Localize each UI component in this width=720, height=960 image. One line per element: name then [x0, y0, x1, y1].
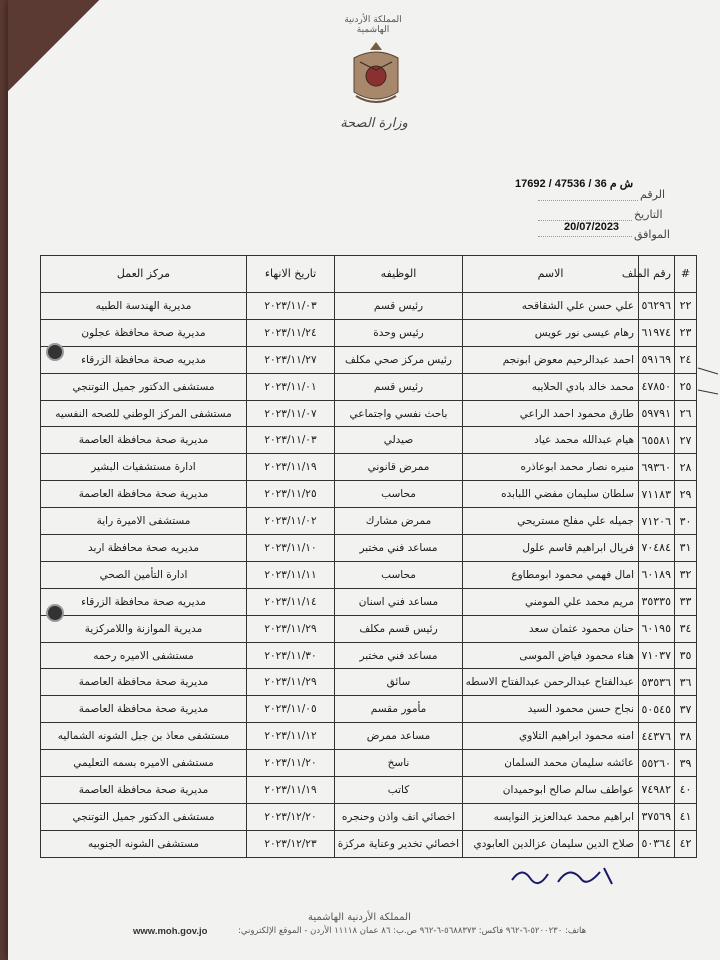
- signature: [508, 862, 618, 890]
- cell-end-date: ٢٠٢٣/١١/٢٩: [247, 669, 335, 696]
- cell-index: ٤٠: [675, 777, 697, 804]
- cell-end-date: ٢٠٢٣/١١/٠٧: [247, 400, 335, 427]
- cell-job: مساعد ممرض: [335, 723, 463, 750]
- cell-name: ابراهيم محمد عبدالعزيز النوايسه: [463, 803, 639, 830]
- cell-workplace: مديرية صحة محافظة العاصمة: [41, 777, 247, 804]
- header-job: الوظيفه: [335, 256, 463, 293]
- cell-index: ٣٨: [675, 723, 697, 750]
- cell-workplace: مديريه صحة محافظة اربد: [41, 535, 247, 562]
- table-row: [41, 777, 697, 804]
- cell-name: طارق محمود احمد الراعي: [463, 400, 639, 427]
- cell-index: ٣٦: [675, 669, 697, 696]
- cell-file-no: ٦٩٣٦٠: [639, 454, 675, 481]
- table-row: [41, 454, 697, 481]
- cell-file-no: ٦١٩٧٤: [639, 319, 675, 346]
- cell-name: منيره نصار محمد ابوعاذره: [463, 454, 639, 481]
- cell-workplace: مديريه صحة محافظة الزرقاء: [41, 588, 247, 615]
- table-row: [41, 481, 697, 508]
- cell-index: ٢٧: [675, 427, 697, 454]
- cell-name: رهام عيسى نور عويس: [463, 319, 639, 346]
- cell-end-date: ٢٠٢٣/١١/٣٠: [247, 642, 335, 669]
- cell-end-date: ٢٠٢٣/١١/٢٤: [247, 319, 335, 346]
- cell-index: ٣٥: [675, 642, 697, 669]
- cell-workplace: مستشفى معاذ بن جبل الشونه الشماليه: [41, 723, 247, 750]
- cell-end-date: ٢٠٢٣/١١/١٠: [247, 535, 335, 562]
- table-row: [41, 293, 697, 320]
- cell-index: ٤١: [675, 803, 697, 830]
- cell-workplace: مديرية صحة محافظة العاصمة: [41, 669, 247, 696]
- cell-end-date: ٢٠٢٣/١١/٢٠: [247, 750, 335, 777]
- cell-end-date: ٢٠٢٣/١١/٠٣: [247, 427, 335, 454]
- cell-file-no: ٧٠٤٨٤: [639, 535, 675, 562]
- cell-index: ٢٥: [675, 373, 697, 400]
- employees-table: [40, 255, 697, 858]
- cell-end-date: ٢٠٢٣/١١/٠١: [247, 373, 335, 400]
- cell-index: ٣٧: [675, 696, 697, 723]
- cell-file-no: ٧١٠٣٧: [639, 642, 675, 669]
- date-label: التاريخ: [634, 208, 663, 221]
- table-row: [41, 750, 697, 777]
- cell-index: ٤٢: [675, 830, 697, 857]
- cell-workplace: مستشفى الشونه الجنوبيه: [41, 830, 247, 857]
- cell-name: هناء محمود فياض الموسى: [463, 642, 639, 669]
- reference-label: الرقم: [640, 188, 666, 201]
- header-name: الاسم: [463, 256, 639, 293]
- cell-file-no: ٧٤٩٨٢: [639, 777, 675, 804]
- cell-workplace: مستشفى الاميرة راية: [41, 508, 247, 535]
- cell-end-date: ٢٠٢٣/١٢/٢٠: [247, 803, 335, 830]
- cell-index: ٣٠: [675, 508, 697, 535]
- cell-index: ٣٣: [675, 588, 697, 615]
- cell-workplace: مديرية صحة محافظة العاصمة: [41, 427, 247, 454]
- table-row: [41, 319, 697, 346]
- table-row: [41, 400, 697, 427]
- cell-name: محمد خالد بادي الحلايبه: [463, 373, 639, 400]
- cell-job: رئيس وحدة: [335, 319, 463, 346]
- cell-file-no: ٧١٢٠٦: [639, 508, 675, 535]
- cell-name: احمد عبدالرحيم معوض ابونجم: [463, 346, 639, 373]
- cell-name: امنه محمود ابراهيم التلاوي: [463, 723, 639, 750]
- cell-file-no: ٦٠١٨٩: [639, 561, 675, 588]
- table-header-row: [41, 256, 697, 293]
- cell-job: ممرض قانوني: [335, 454, 463, 481]
- table-row: [41, 346, 697, 373]
- cell-index: ٢٣: [675, 319, 697, 346]
- cell-file-no: ٣٧٥٦٩: [639, 803, 675, 830]
- cell-workplace: مديرية صحة محافظة عجلون: [41, 319, 247, 346]
- cell-job: رئيس قسم: [335, 293, 463, 320]
- cell-workplace: ادارة التأمين الصحي: [41, 561, 247, 588]
- cell-end-date: ٢٠٢٣/١١/١٢: [247, 723, 335, 750]
- cell-workplace: مستشفى الدكتور جميل التوتنجي: [41, 373, 247, 400]
- cell-end-date: ٢٠٢٣/١١/٢٧: [247, 346, 335, 373]
- cell-end-date: ٢٠٢٣/١٢/٢٣: [247, 830, 335, 857]
- crest-caption: المملكة الأردنية الهاشمية: [344, 15, 402, 35]
- cell-end-date: ٢٠٢٣/١١/٢٩: [247, 615, 335, 642]
- cell-index: ٢٤: [675, 346, 697, 373]
- cell-file-no: ٣٥٣٣٥: [639, 588, 675, 615]
- cell-name: علي حسن علي الشقاقحه: [463, 293, 639, 320]
- header-end-date: تاريخ الانهاء: [247, 256, 335, 293]
- corresponding-line: [538, 236, 632, 237]
- table-row: [41, 615, 697, 642]
- cell-workplace: مستشفى الاميره بسمه التعليمي: [41, 750, 247, 777]
- table-row: [41, 669, 697, 696]
- cell-end-date: ٢٠٢٣/١١/٠٣: [247, 293, 335, 320]
- corresponding-label: الموافق: [634, 228, 670, 241]
- cell-workplace: مستشفى الاميره رحمه: [41, 642, 247, 669]
- cell-job: مساعد فني مختبر: [335, 642, 463, 669]
- table-row: [41, 588, 697, 615]
- corresponding-date: 20/07/2023: [564, 221, 620, 233]
- cell-job: مساعد فني اسنان: [335, 588, 463, 615]
- margin-ink-marks: [696, 360, 720, 400]
- cell-end-date: ٢٠٢٣/١١/٠٥: [247, 696, 335, 723]
- cell-job: صيدلي: [335, 427, 463, 454]
- cell-job: محاسب: [335, 561, 463, 588]
- cell-name: هيام عبدالله محمد عياد: [463, 427, 639, 454]
- cell-job: رئيس مركز صحي مكلف: [335, 346, 463, 373]
- page-corner-shadow: [8, 0, 128, 120]
- reference-line: [538, 200, 638, 201]
- cell-index: ٢٨: [675, 454, 697, 481]
- table-row: [41, 427, 697, 454]
- cell-name: سلطان سليمان مفضي اللبابده: [463, 481, 639, 508]
- cell-index: ٣١: [675, 535, 697, 562]
- table-row: [41, 508, 697, 535]
- table-row: [41, 830, 697, 857]
- table-row: [41, 642, 697, 669]
- header-index: #: [675, 256, 697, 293]
- cell-index: ٣٢: [675, 561, 697, 588]
- cell-job: رئيس قسم مكلف: [335, 615, 463, 642]
- cell-file-no: ٦٥٥٨١: [639, 427, 675, 454]
- table-row: [41, 561, 697, 588]
- cell-end-date: ٢٠٢٣/١١/٠٢: [247, 508, 335, 535]
- cell-name: عبدالفتاح عبدالرحمن عبدالفتاح الاسطه: [463, 669, 639, 696]
- cell-workplace: ادارة مستشفيات البشير: [41, 454, 247, 481]
- cell-job: باحث نفسي واجتماعي: [335, 400, 463, 427]
- coat-of-arms-icon: [346, 40, 406, 110]
- binder-hole: [48, 606, 62, 620]
- cell-name: نجاح حسن محمود السيد: [463, 696, 639, 723]
- footer-website: www.moh.gov.jo: [133, 926, 208, 937]
- cell-index: ٢٦: [675, 400, 697, 427]
- header-workplace: مركز العمل: [41, 256, 247, 293]
- document-page: [8, 0, 720, 960]
- binder-hole: [48, 345, 62, 359]
- cell-workplace: مستشفى المركز الوطني للصحه النفسيه: [41, 400, 247, 427]
- cell-job: ممرض مشارك: [335, 508, 463, 535]
- cell-index: ٣٤: [675, 615, 697, 642]
- reference-number: ش م 36 / 47536 / 17692: [515, 178, 634, 190]
- cell-workplace: مديرية الموازنة واللامركزية: [41, 615, 247, 642]
- cell-file-no: ٥٩٧٩١: [639, 400, 675, 427]
- cell-file-no: ٥٥٢٦٠: [639, 750, 675, 777]
- cell-name: عواطف سالم صالح ابوحميدان: [463, 777, 639, 804]
- cell-workplace: مديريه صحة محافظة الزرقاء: [41, 346, 247, 373]
- cell-file-no: ٥٩١٦٩: [639, 346, 675, 373]
- table-row: [41, 723, 697, 750]
- cell-workplace: مديرية صحة محافظة العاصمة: [41, 481, 247, 508]
- cell-name: جميله علي مفلح مستريحي: [463, 508, 639, 535]
- cell-end-date: ٢٠٢٣/١١/١٤: [247, 588, 335, 615]
- table-row: [41, 803, 697, 830]
- cell-job: مأمور مقسم: [335, 696, 463, 723]
- cell-index: ٢٩: [675, 481, 697, 508]
- table-row: [41, 535, 697, 562]
- cell-name: صلاح الدين سليمان عزالدين العابودي: [463, 830, 639, 857]
- cell-end-date: ٢٠٢٣/١١/١٩: [247, 454, 335, 481]
- cell-job: اخصائي انف واذن وحنجره: [335, 803, 463, 830]
- cell-file-no: ٥٠٣٦٤: [639, 830, 675, 857]
- footer-contact: هاتف: ٥٢٠٠٢٣٠-٦-٩٦٢ فاكس: ٥٦٨٨٣٧٣-٦-٩٦٢ ص.ب: ٨٦ عمان ١١١١٨ الأردن - الموقع الإلكتروني:: [238, 926, 587, 936]
- header-file-no: رقم الملف: [639, 256, 675, 293]
- cell-file-no: ٥٣٥٣٦: [639, 669, 675, 696]
- cell-job: محاسب: [335, 481, 463, 508]
- cell-name: فريال ابراهيم قاسم علول: [463, 535, 639, 562]
- footer-kingdom: المملكة الأردنية الهاشمية: [308, 912, 411, 923]
- cell-file-no: ٥٦٢٩٦: [639, 293, 675, 320]
- table-body: [41, 293, 697, 858]
- cell-file-no: ٤٧٨٥٠: [639, 373, 675, 400]
- cell-index: ٣٩: [675, 750, 697, 777]
- cell-name: امال فهمي محمود ابومطاوع: [463, 561, 639, 588]
- cell-name: مريم محمد علي المومني: [463, 588, 639, 615]
- cell-name: حنان محمود عثمان سعد: [463, 615, 639, 642]
- cell-file-no: ٤٤٣٧٦: [639, 723, 675, 750]
- cell-job: اخصائي تخدير وعناية مركزة: [335, 830, 463, 857]
- cell-job: ناسخ: [335, 750, 463, 777]
- cell-name: عائشه سليمان محمد السلمان: [463, 750, 639, 777]
- cell-end-date: ٢٠٢٣/١١/١٩: [247, 777, 335, 804]
- cell-file-no: ٧١١٨٣: [639, 481, 675, 508]
- cell-workplace: مستشفى الدكتور جميل التوتنجي: [41, 803, 247, 830]
- cell-job: رئيس قسم: [335, 373, 463, 400]
- ministry-name: وزارة الصحة: [340, 116, 408, 131]
- cell-workplace: مديرية الهندسة الطبيه: [41, 293, 247, 320]
- cell-job: سائق: [335, 669, 463, 696]
- table-row: [41, 696, 697, 723]
- cell-file-no: ٦٠١٩٥: [639, 615, 675, 642]
- cell-index: ٢٢: [675, 293, 697, 320]
- cell-workplace: مديرية صحة محافظة العاصمة: [41, 696, 247, 723]
- cell-job: مساعد فني مختبر: [335, 535, 463, 562]
- cell-end-date: ٢٠٢٣/١١/٢٥: [247, 481, 335, 508]
- cell-file-no: ٥٠٥٤٥: [639, 696, 675, 723]
- table-row: [41, 373, 697, 400]
- cell-end-date: ٢٠٢٣/١١/١١: [247, 561, 335, 588]
- cell-job: كاتب: [335, 777, 463, 804]
